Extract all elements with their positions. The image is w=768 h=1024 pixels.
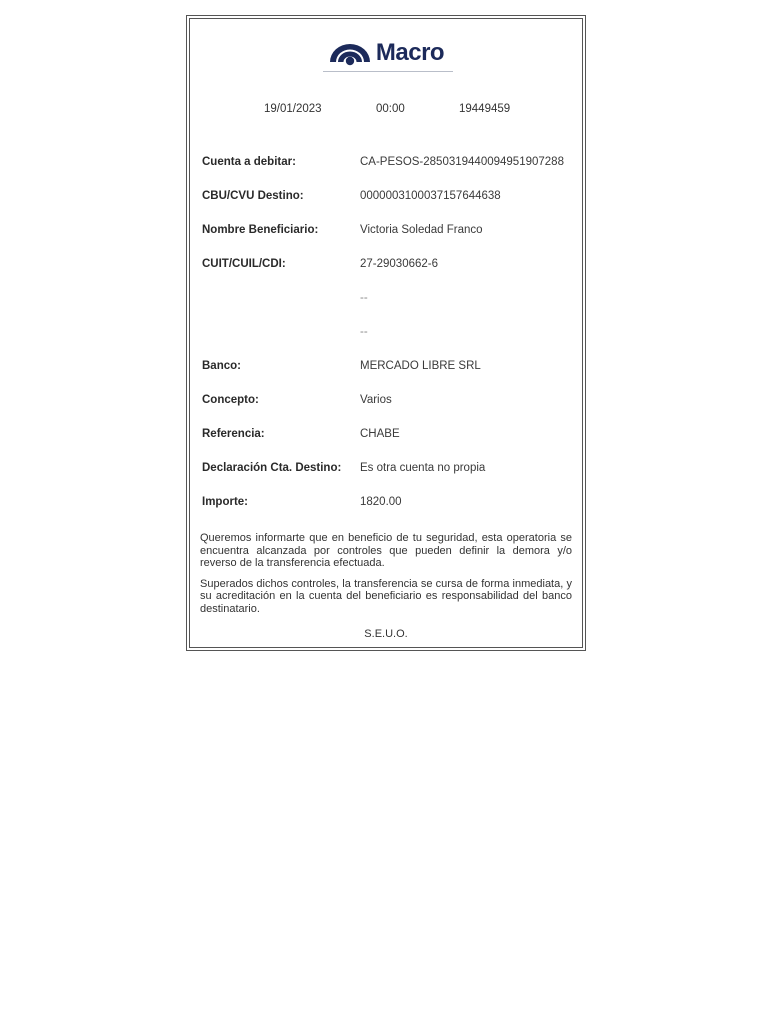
notice-paragraph-1: Queremos informarte que en beneficio de tu seguridad, esta operatoria se encuentra alcanzada por controles que pueden definir la demora y/o reverso de la transferencia efectuada.: [200, 532, 572, 569]
field-label: Concepto:: [202, 394, 259, 406]
field-row-empty-1: [202, 292, 572, 326]
field-value: CA-PESOS-285031944009495190728​8: [360, 156, 564, 168]
logo-divider: [323, 71, 453, 72]
field-row-beneficiary-name: [202, 224, 572, 258]
field-label: Importe:: [202, 496, 248, 508]
field-value: --: [360, 292, 368, 304]
operation-date: 19/01/2023: [264, 103, 322, 115]
field-label: Nombre Beneficiario:: [202, 224, 319, 236]
security-notice: [200, 532, 572, 623]
field-value: 0000003100037157644638: [360, 190, 501, 202]
receipt-inner-frame: [189, 18, 583, 648]
field-label: CUIT/CUIL/CDI:: [202, 258, 286, 270]
field-row-empty-2: [202, 326, 572, 360]
field-value: --: [360, 326, 368, 338]
field-value: Varios: [360, 394, 392, 406]
transfer-details: [202, 156, 572, 530]
field-row-cuit: [202, 258, 572, 292]
brand-logo: [190, 39, 582, 67]
field-row-debit-account: [202, 156, 572, 190]
operation-time: 00:00: [376, 103, 405, 115]
seuo-footer: S.E.U.O.: [364, 628, 408, 640]
field-row-cbu-destination: [202, 190, 572, 224]
macro-arches-logo-icon: [328, 40, 372, 66]
receipt-header: [190, 103, 582, 117]
receipt-frame: [186, 15, 586, 651]
field-label: CBU/CVU Destino:: [202, 190, 304, 202]
field-row-bank: [202, 360, 572, 394]
field-value: Victoria Soledad Franco: [360, 224, 483, 236]
field-row-concept: [202, 394, 572, 428]
field-value: MERCADO LIBRE SRL: [360, 360, 481, 372]
field-label: Cuenta a debitar:: [202, 156, 296, 168]
field-label: Banco:: [202, 360, 241, 372]
brand-name: Macro: [375, 39, 445, 66]
field-value: 27-29030662-6: [360, 258, 439, 270]
field-value: Es otra cuenta no propia: [360, 462, 486, 474]
field-value: 1820.00: [360, 496, 402, 508]
field-row-reference: [202, 428, 572, 462]
field-row-amount: [202, 496, 572, 530]
operation-number: 19449459: [459, 103, 511, 115]
field-row-destination-declaration: [202, 462, 572, 496]
field-value: CHABE: [360, 428, 400, 440]
field-label: Referencia:: [202, 428, 265, 440]
field-label: Declaración Cta. Destino:: [202, 462, 342, 474]
notice-paragraph-2: Superados dichos controles, la transferencia se cursa de forma inmediata, y su acreditación en la cuenta del beneficiario es responsabilidad del banco destinatario.: [200, 577, 572, 615]
